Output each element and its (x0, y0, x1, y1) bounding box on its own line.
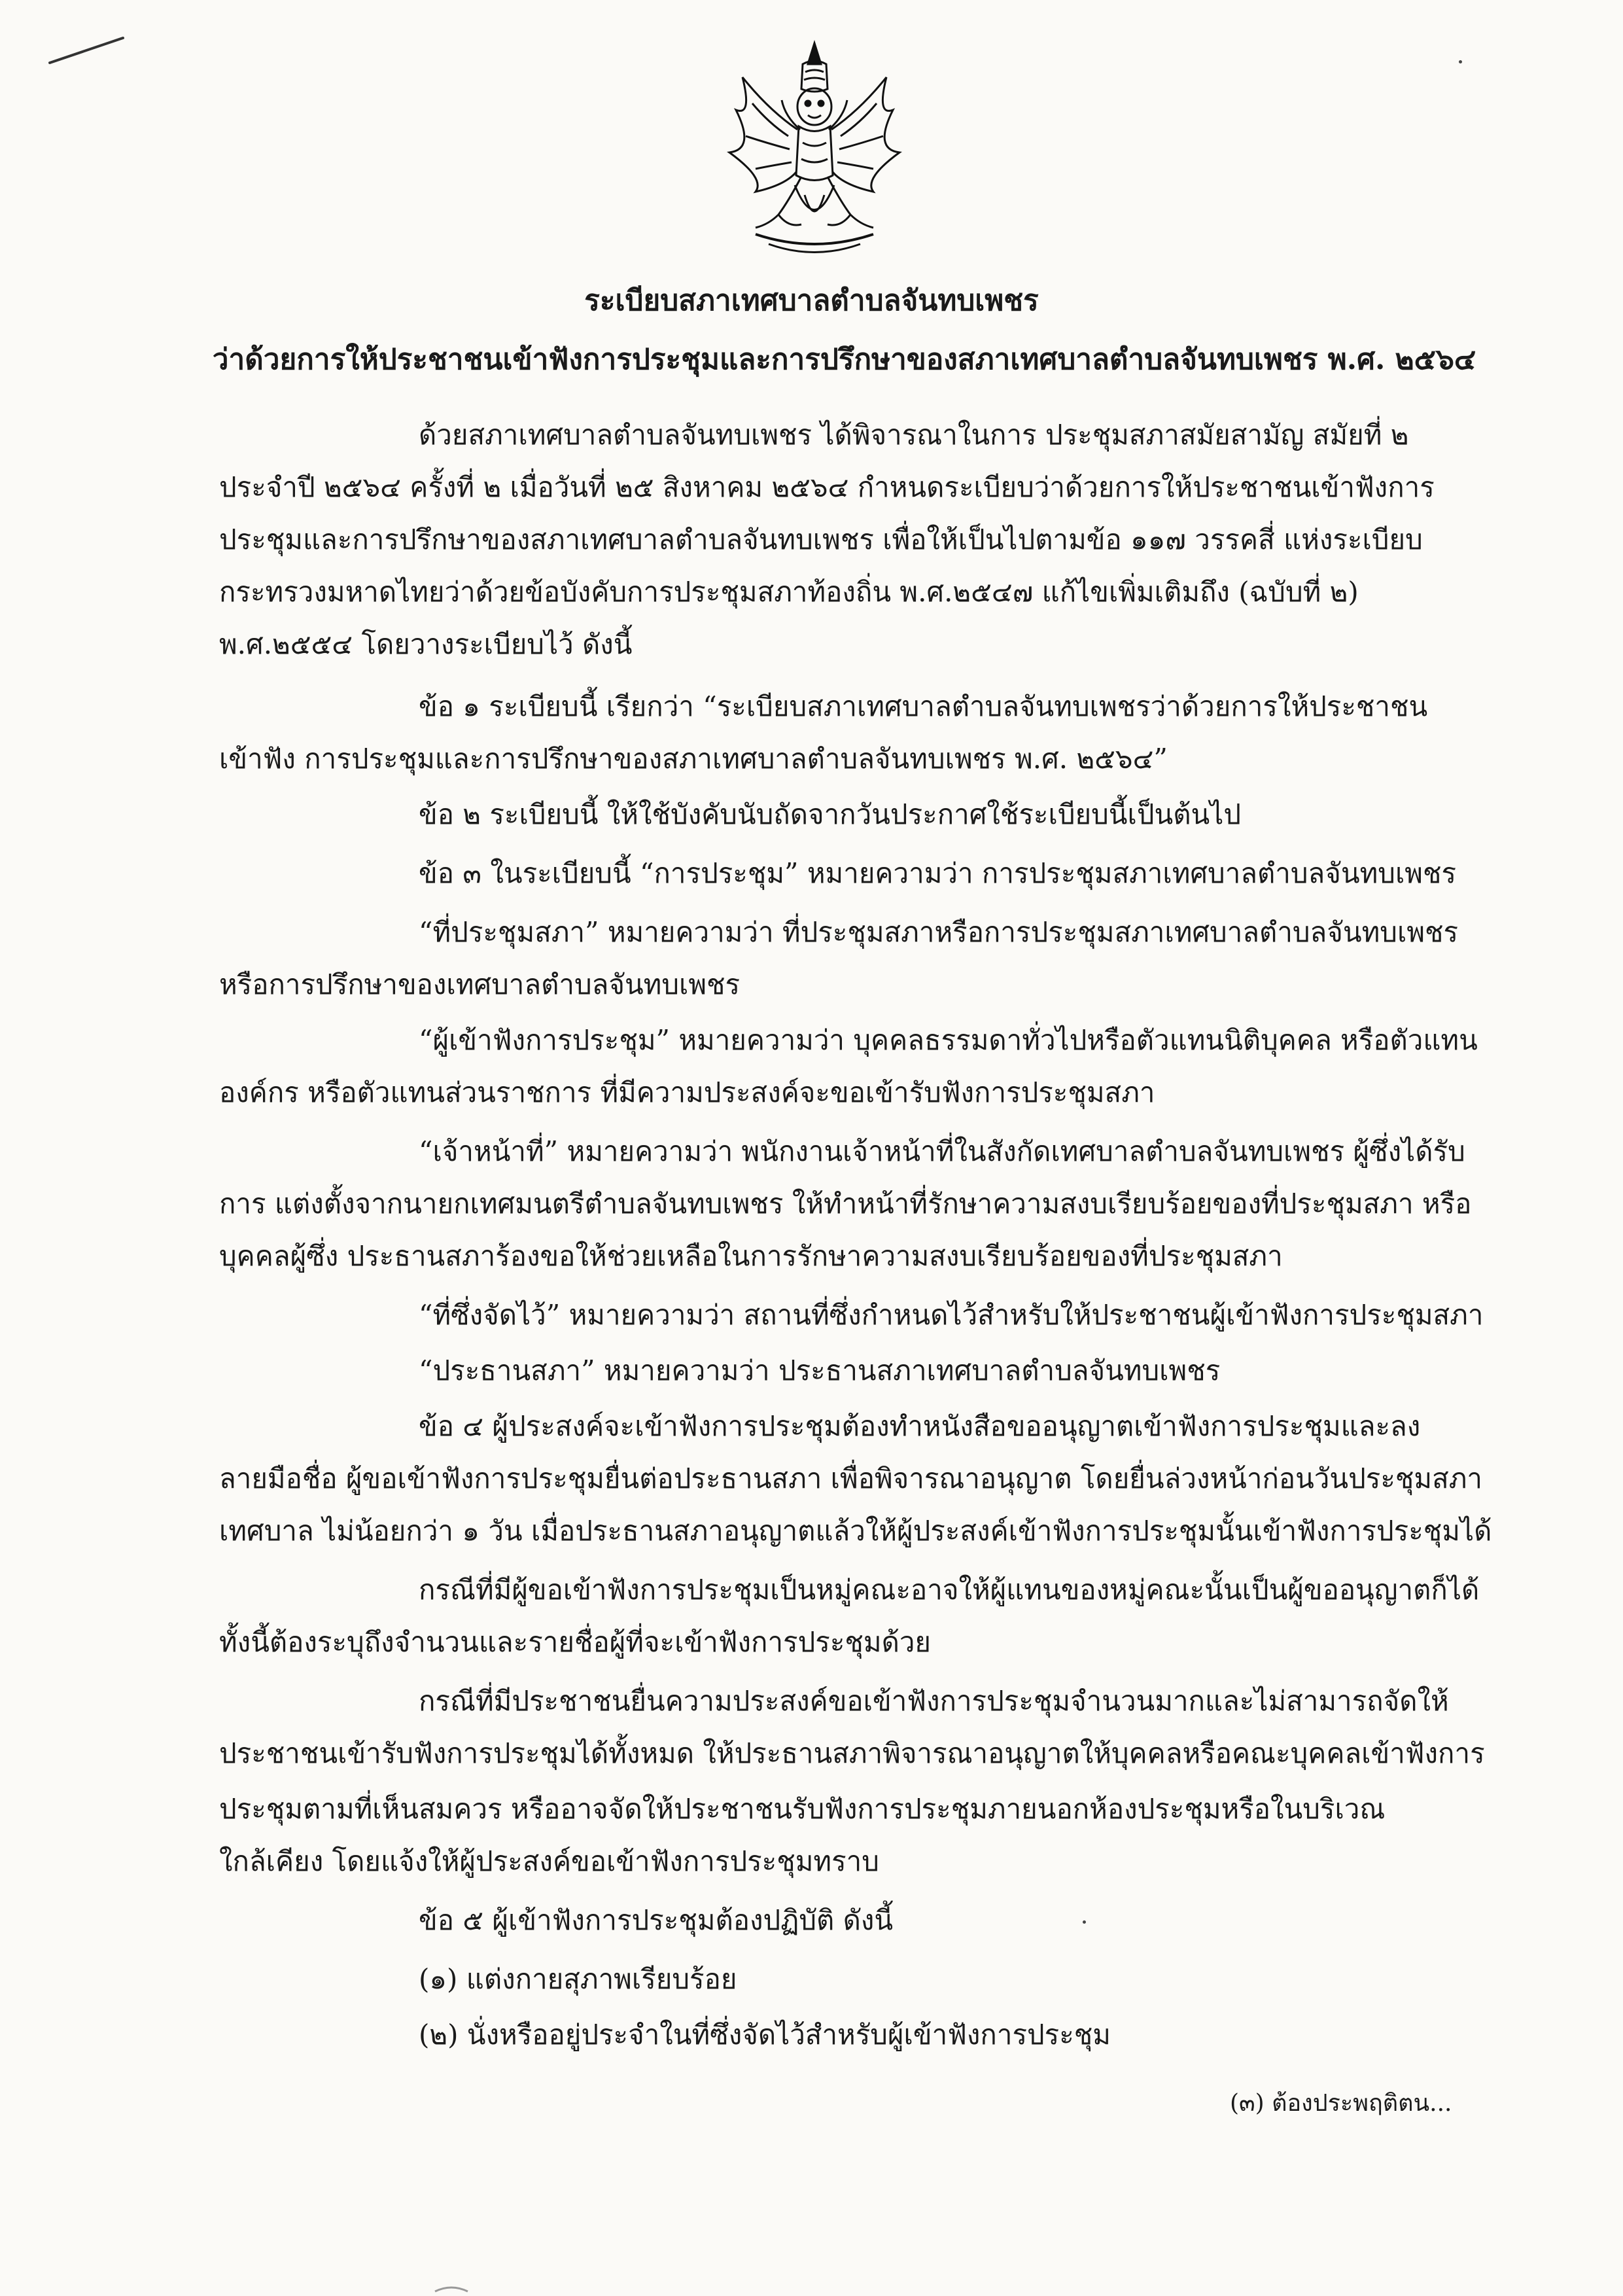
clause-4-line: ข้อ ๔ ผู้ประสงค์จะเข้าฟังการประชุมต้องทำหนังสือขออนุญาตเข้าฟังการประชุมและลง (419, 1410, 1421, 1442)
definition-meeting-place: “ที่ประชุมสภา” หมายความว่า ที่ประชุมสภาหรือการประชุมสภาเทศบาลตำบลจันทบเพชร (419, 916, 1459, 948)
scan-edge-mark (432, 2284, 471, 2293)
clause-4-line: เทศบาล ไม่น้อยกว่า ๑ วัน เมื่อประธานสภาอนุญาตแล้วให้ผู้ประสงค์เข้าฟังการประชุมนั้นเข้าฟังการประชุมได้ (219, 1515, 1492, 1547)
definition-officer: “เจ้าหน้าที่” หมายความว่า พนักงานเจ้าหน้าที่ในสังกัดเทศบาลตำบลจันทบเพชร ผู้ซึ่งได้รับ (419, 1135, 1465, 1167)
clause-4-many-line: ใกล้เคียง โดยแจ้งให้ผู้ประสงค์ขอเข้าฟังการประชุมทราบ (219, 1845, 879, 1877)
clause-2: ข้อ ๒ ระเบียบนี้ ให้ใช้บังคับนับถัดจากวันประกาศใช้ระเบียบนี้เป็นต้นไป (419, 798, 1241, 830)
document-subtitle: ว่าด้วยการให้ประชาชนเข้าฟังการประชุมและการปรึกษาของสภาเทศบาลตำบลจันทบเพชร พ.ศ. ๒๕๖๔ (212, 343, 1476, 376)
clause-5-item: (๒) นั่งหรืออยู่ประจำในที่ซึ่งจัดไว้สำหรับผู้เข้าฟังการประชุม (419, 2019, 1111, 2051)
scan-speck (1459, 60, 1462, 63)
definition-designated-place: “ที่ซึ่งจัดไว้” หมายความว่า สถานที่ซึ่งกำหนดไว้สำหรับให้ประชาชนผู้เข้าฟังการประชุมสภา (419, 1299, 1484, 1331)
definition-chair: “ประธานสภา” หมายความว่า ประธานสภาเทศบาลตำบลจันทบเพชร (419, 1354, 1221, 1386)
continuation-note: (๓) ต้องประพฤติตน... (1230, 2090, 1452, 2117)
clause-5: ข้อ ๕ ผู้เข้าฟังการประชุมต้องปฏิบัติ ดังนี้ (419, 1904, 894, 1936)
scan-speck (1083, 1920, 1086, 1924)
clause-1-line: เข้าฟัง การประชุมและการปรึกษาของสภาเทศบาลตำบลจันทบเพชร พ.ศ. ๒๕๖๔” (219, 743, 1168, 775)
clause-4-many-line: ประชุมตามที่เห็นสมควร หรืออาจจัดให้ประชาชนรับฟังการประชุมภายนอกห้องประชุมหรือในบริเวณ (219, 1793, 1386, 1825)
definition-officer: การ แต่งตั้งจากนายกเทศมนตรีตำบลจันทบเพชร ให้ทำหน้าที่รักษาความสงบเรียบร้อยของที่ประชุมสภา หรือ (219, 1188, 1472, 1220)
clause-1-line: ข้อ ๑ ระเบียบนี้ เรียกว่า “ระเบียบสภาเทศบาลตำบลจันทบเพชรว่าด้วยการให้ประชาชน (419, 690, 1428, 722)
clause-4-many-line: ประชาชนเข้ารับฟังการประชุมได้ทั้งหมด ให้ประธานสภาพิจารณาอนุญาตให้บุคคลหรือคณะบุคคลเข้าฟังการ (219, 1737, 1485, 1769)
clause-4-group-line: กรณีที่มีผู้ขอเข้าฟังการประชุมเป็นหมู่คณะอาจให้ผู้แทนของหมู่คณะนั้นเป็นผู้ขออนุญาตก็ได้ (419, 1574, 1480, 1606)
preamble-line: กระทรวงมหาดไทยว่าด้วยข้อบังคับการประชุมสภาท้องถิ่น พ.ศ.๒๕๔๗ แก้ไขเพิ่มเติมถึง (ฉบับที่ ๒) (219, 576, 1359, 608)
preamble-line: ประชุมและการปรึกษาของสภาเทศบาลตำบลจันทบเพชร เพื่อให้เป็นไปตามข้อ ๑๑๗ วรรคสี่ แห่งระเบียบ (219, 523, 1423, 556)
clause-4-many-line: กรณีที่มีประชาชนยื่นความประสงค์ขอเข้าฟังการประชุมจำนวนมากและไม่สามารถจัดให้ (419, 1685, 1449, 1717)
clause-4-group-line: ทั้งนี้ต้องระบุถึงจำนวนและรายชื่อผู้ที่จะเข้าฟังการประชุมด้วย (219, 1626, 932, 1658)
preamble-line: พ.ศ.๒๕๕๔ โดยวางระเบียบไว้ ดังนี้ (219, 628, 633, 660)
clause-4-line: ลายมือชื่อ ผู้ขอเข้าฟังการประชุมยื่นต่อประธานสภา เพื่อพิจารณาอนุญาต โดยยื่นล่วงหน้าก่อนวันประชุมสภา (219, 1462, 1482, 1494)
definition-meeting-place: หรือการปรึกษาของเทศบาลตำบลจันทบเพชร (219, 968, 741, 1000)
preamble-line: ประจำปี ๒๕๖๔ ครั้งที่ ๒ เมื่อวันที่ ๒๕ สิงหาคม ๒๕๖๔ กำหนดระเบียบว่าด้วยการให้ประชาชนเข้าฟังการ (219, 471, 1435, 503)
definition-officer: บุคคลผู้ซึ่ง ประธานสภาร้องขอให้ช่วยเหลือในการรักษาความสงบเรียบร้อยของที่ประชุมสภา (219, 1240, 1283, 1272)
garuda-emblem-icon (716, 38, 913, 267)
document-title: ระเบียบสภาเทศบาลตำบลจันทบเพชร (584, 284, 1039, 317)
definition-attendee: “ผู้เข้าฟังการประชุม” หมายความว่า บุคคลธรรมดาทั่วไปหรือตัวแทนนิติบุคคล หรือตัวแทน (419, 1024, 1478, 1056)
clause-5-item: (๑) แต่งกายสุภาพเรียบร้อย (419, 1963, 737, 1995)
definition-attendee: องค์กร หรือตัวแทนส่วนราชการ ที่มีความประสงค์จะขอเข้ารับฟังการประชุมสภา (219, 1076, 1155, 1108)
preamble-line: ด้วยสภาเทศบาลตำบลจันทบเพชร ได้พิจารณาในการ ประชุมสภาสมัยสามัญ สมัยที่ ๒ (419, 419, 1409, 451)
pen-stroke-mark (47, 34, 126, 67)
clause-3: ข้อ ๓ ในระเบียบนี้ “การประชุม” หมายความว่า การประชุมสภาเทศบาลตำบลจันทบเพชร (419, 857, 1457, 889)
